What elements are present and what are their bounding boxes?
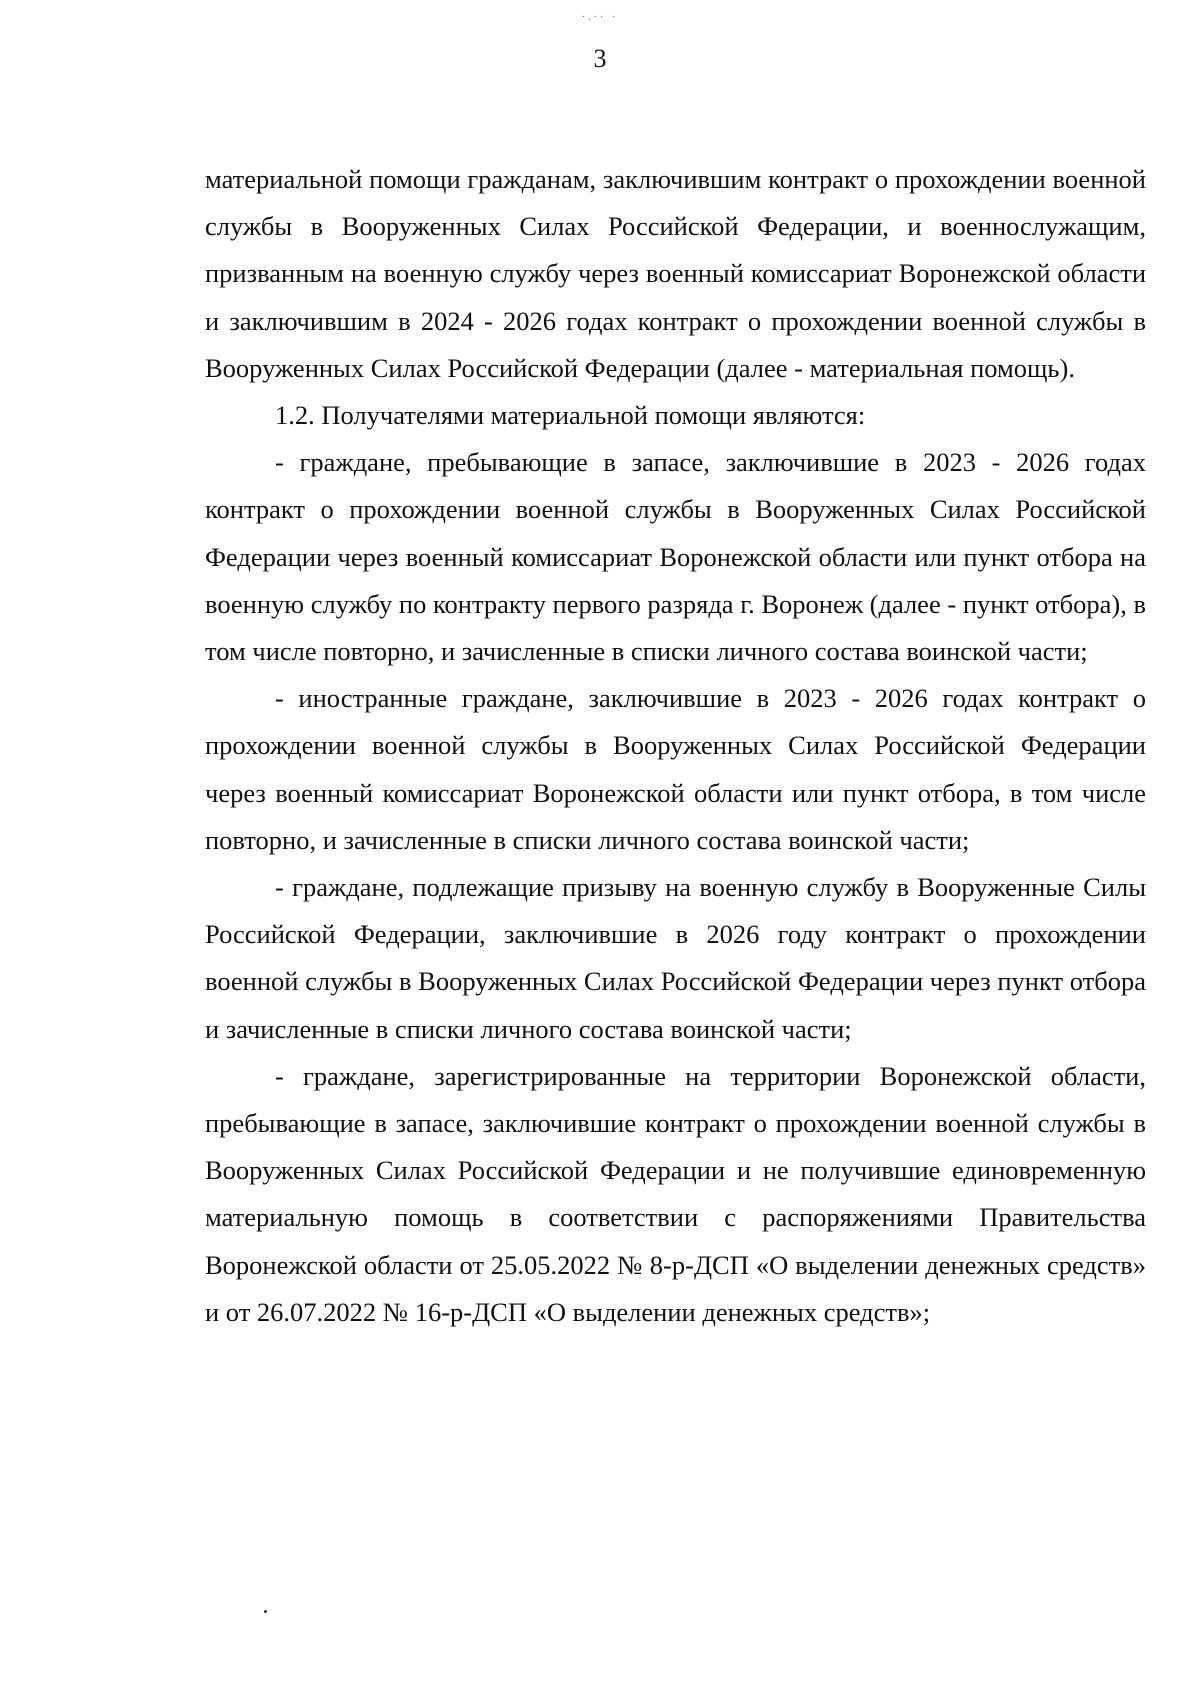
paragraph-section-1-2: 1.2. Получателями материальной помощи являются: <box>275 400 866 431</box>
document-body <box>205 156 1146 1336</box>
list-item-conscripts: - граждане, подлежащие призыву на военную службу в Вооруженные Силы Российской Федерации, заключившие в 2026 году контракт о прохождении военной службы в Вооруженных Силах Российской Федерации через пункт отбора и зачисленные в списки личного состава воинской части; <box>205 872 1146 1044</box>
list-item-reserve-citizens: - граждане, пребывающие в запасе, заключившие в 2023 - 2026 годах контракт о прохождении военной службы в Вооруженных Силах Российской Федерации через военный комиссариат Воронежской области или пункт отбора на военную службу по контракту первого разряда г. Воронеж (далее - пункт отбора), в том числе повторно, и зачисленные в списки личного состава воинской части; <box>205 447 1146 667</box>
list-item-foreign-citizens: - иностранные граждане, заключившие в 2023 - 2026 годах контракт о прохождении военной службы в Вооруженных Силах Российской Федерации через военный комиссариат Воронежской области или пункт отбора, в том числе повторно, и зачисленные в списки личного состава воинской части; <box>205 683 1146 855</box>
page-number: 3 <box>593 44 607 73</box>
scan-artifact: ·.·· · <box>581 12 619 23</box>
list-item-registered-citizens: - граждане, зарегистрированные на территории Воронежской области, пребывающие в запасе, заключившие контракт о прохождении военной службы в Вооруженных Силах Российской Федерации и не получившие единовременную материальную помощь в соответствии с распоряжениями Правительства Воронежской области от 25.05.2022 № 8-р-ДСП «О выделении денежных средств» и от 26.07.2022 № 16-р-ДСП «О выделении денежных средств»; <box>205 1060 1146 1327</box>
scan-artifact-dot <box>264 1610 267 1613</box>
paragraph-continuation: материальной помощи гражданам, заключившим контракт о прохождении военной службы в Вооруженных Силах Российской Федерации, и военнослужащим, призванным на военную службу через военный комиссариат Воронежской области и заключившим в 2024 - 2026 годах контракт о прохождении военной службы в Вооруженных Силах Российской Федерации (далее - материальная помощь). <box>205 164 1146 383</box>
